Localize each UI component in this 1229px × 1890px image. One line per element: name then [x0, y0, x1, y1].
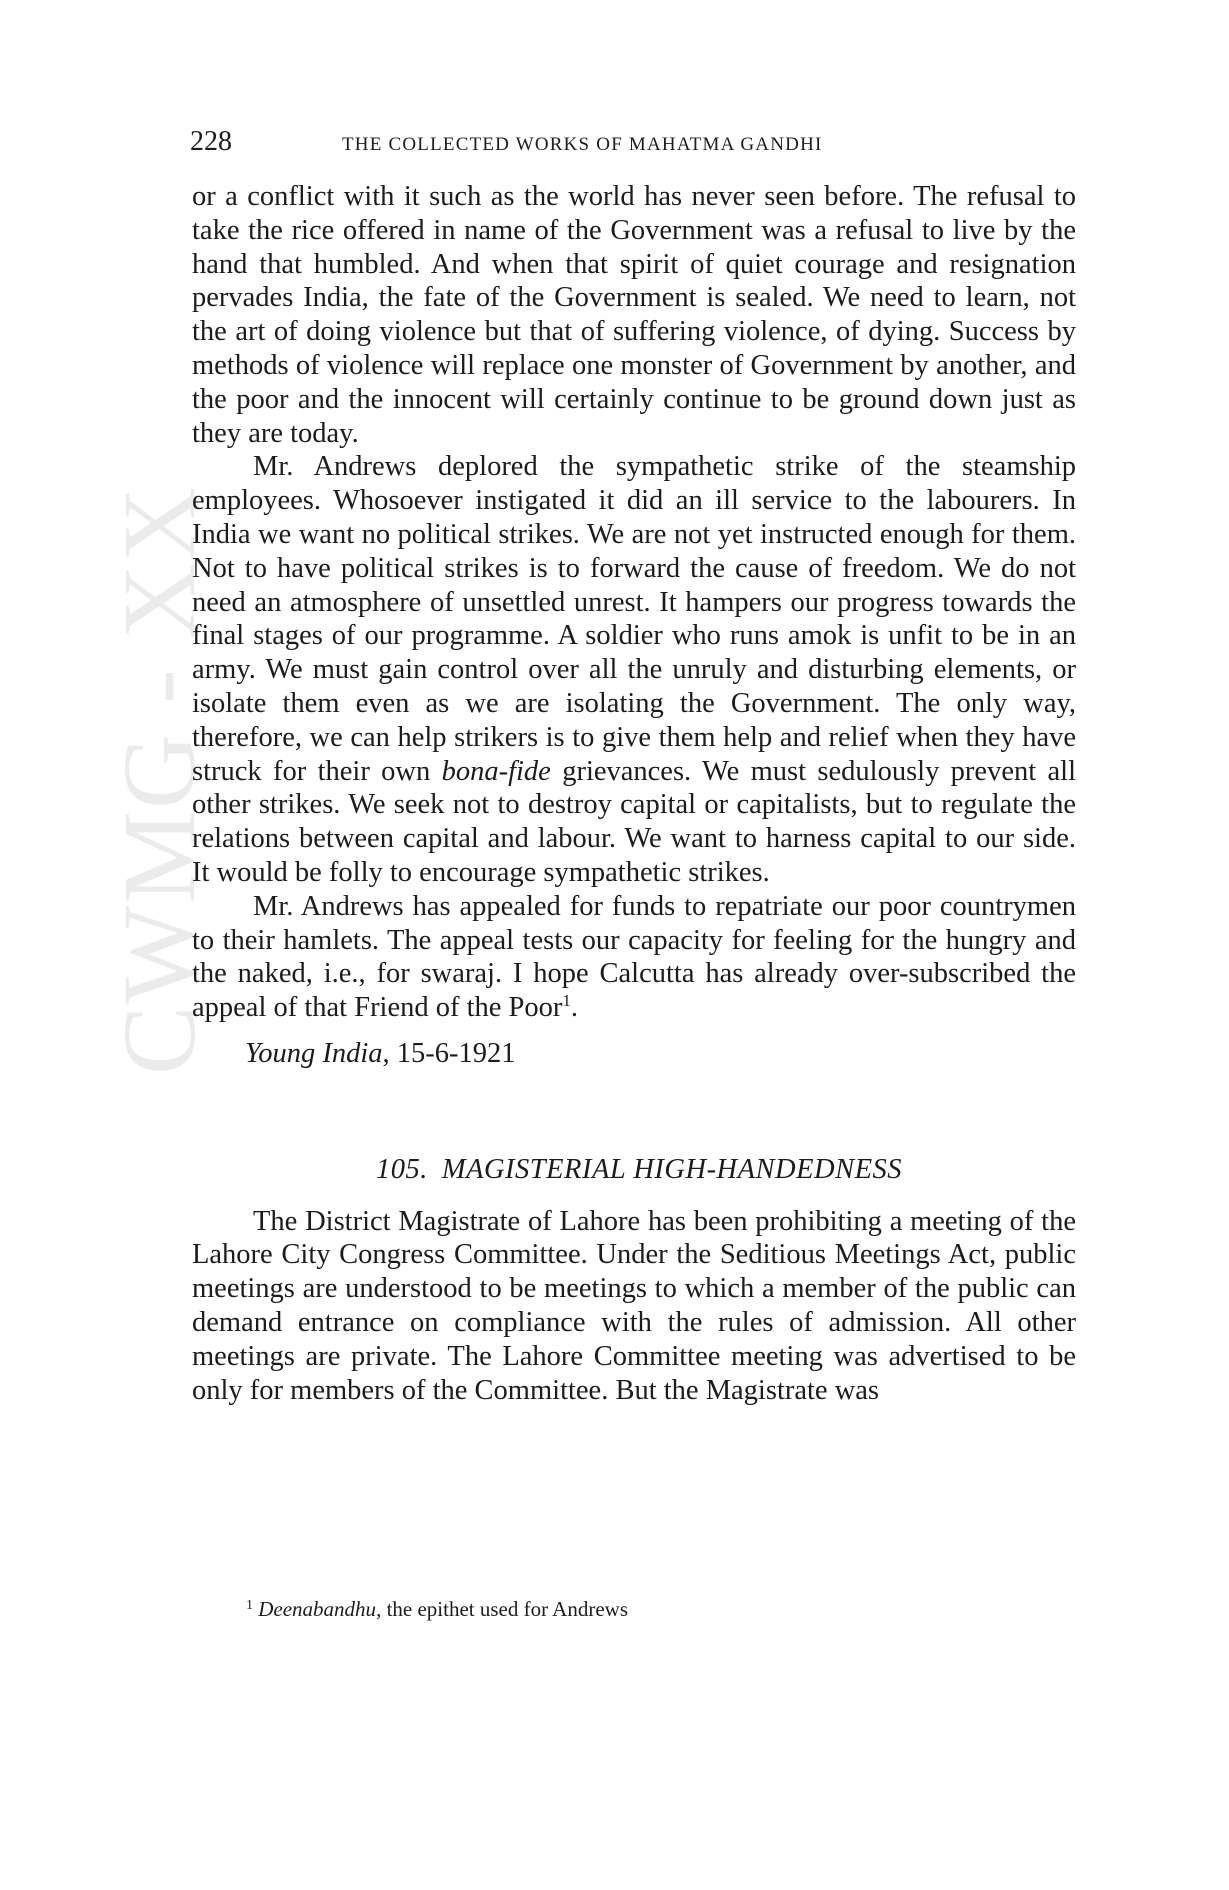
italic-term: bona-fide [441, 755, 551, 787]
paragraph-magistrate [192, 1205, 1076, 1408]
paragraph-text: The District Magistrate of Lahore has been prohibiting a meeting of the Lahore City Congress Committee. Under the Seditious Meetings Act, public meetings are understood to be meetings to which a member of the public can demand entrance on compliance with the rules of admission. All other meetings are private. The Lahore Committee meeting was advertised to be only for members of the Committee. But the Magistrate was [192, 1205, 1076, 1406]
citation-date: , 15-6-1921 [382, 1037, 516, 1069]
source-citation [245, 1037, 1076, 1071]
citation-source: Young India [245, 1037, 383, 1069]
body-text [192, 180, 1076, 1407]
running-title: THE COLLECTED WORKS OF MAHATMA GANDHI [342, 134, 823, 155]
page-header [190, 126, 1080, 166]
footnote-mark: 1 [246, 1598, 253, 1613]
paragraph-continuation [192, 180, 1076, 450]
section-number: 105. [375, 1153, 428, 1185]
section-title: MAGISTERIAL HIGH-HANDEDNESS [441, 1153, 903, 1185]
watermark-text: CWMG - XX [102, 485, 217, 1075]
paragraph-text: grievances. We must sedulously prevent all other strikes. We seek not to destroy capital or capitalists, but to regulate the relations between capital and labour. We want to harness capital to our side. It would be folly to encourage sympathetic strikes. [192, 755, 1076, 888]
page-number: 228 [190, 126, 232, 157]
paragraph-end: . [570, 992, 579, 1024]
footnote-term: Deenabandhu [258, 1597, 377, 1621]
paragraph-strikes [192, 450, 1076, 889]
footnote-reference: 1 [562, 991, 571, 1011]
paragraph-text: or a conflict with it such as the world has never seen before. The refusal to take the rice offered in name of the Government was a refusal to live by the hand that humbled. And when that spirit of quiet courage and resignation pervades India, the fate of the Government is sealed. We need to learn, not the art of doing violence but that of suffering violence, of dying. Success by methods of violence will replace one monster of Government by another, and the poor and the innocent will certainly continue to be ground down just as they are today. [192, 181, 1076, 449]
footnote [246, 1597, 628, 1622]
paragraph-text: Mr. Andrews deplored the sympathetic strike of the steamship employees. Whosoever instigated it did an ill service to the labourers. In India we want no political strikes. We are not yet instructed enough for them. Not to have political strikes is to forward the cause of freedom. We do not need an atmosphere of unsettled unrest. It hampers our progress towards the final stages of our programme. A soldier who runs amok is unfit to be in an army. We must gain control over all the unruly and disturbing elements, or isolate them even as we are isolating the Government. The only way, therefore, we can help strikers is to give them help and relief when they have struck for their own [192, 451, 1076, 787]
section-heading [192, 1153, 1076, 1187]
footnote-text: , the epithet used for Andrews [376, 1597, 629, 1621]
paragraph-text: Mr. Andrews has appealed for funds to repatriate our poor countrymen to their hamlets. The appeal tests our capacity for feeling for the hungry and the naked, i.e., for swaraj. I hope Calcutta has already over-subscribed the appeal of that Friend of the Poor [192, 890, 1076, 1024]
paragraph-appeal [192, 890, 1076, 1025]
